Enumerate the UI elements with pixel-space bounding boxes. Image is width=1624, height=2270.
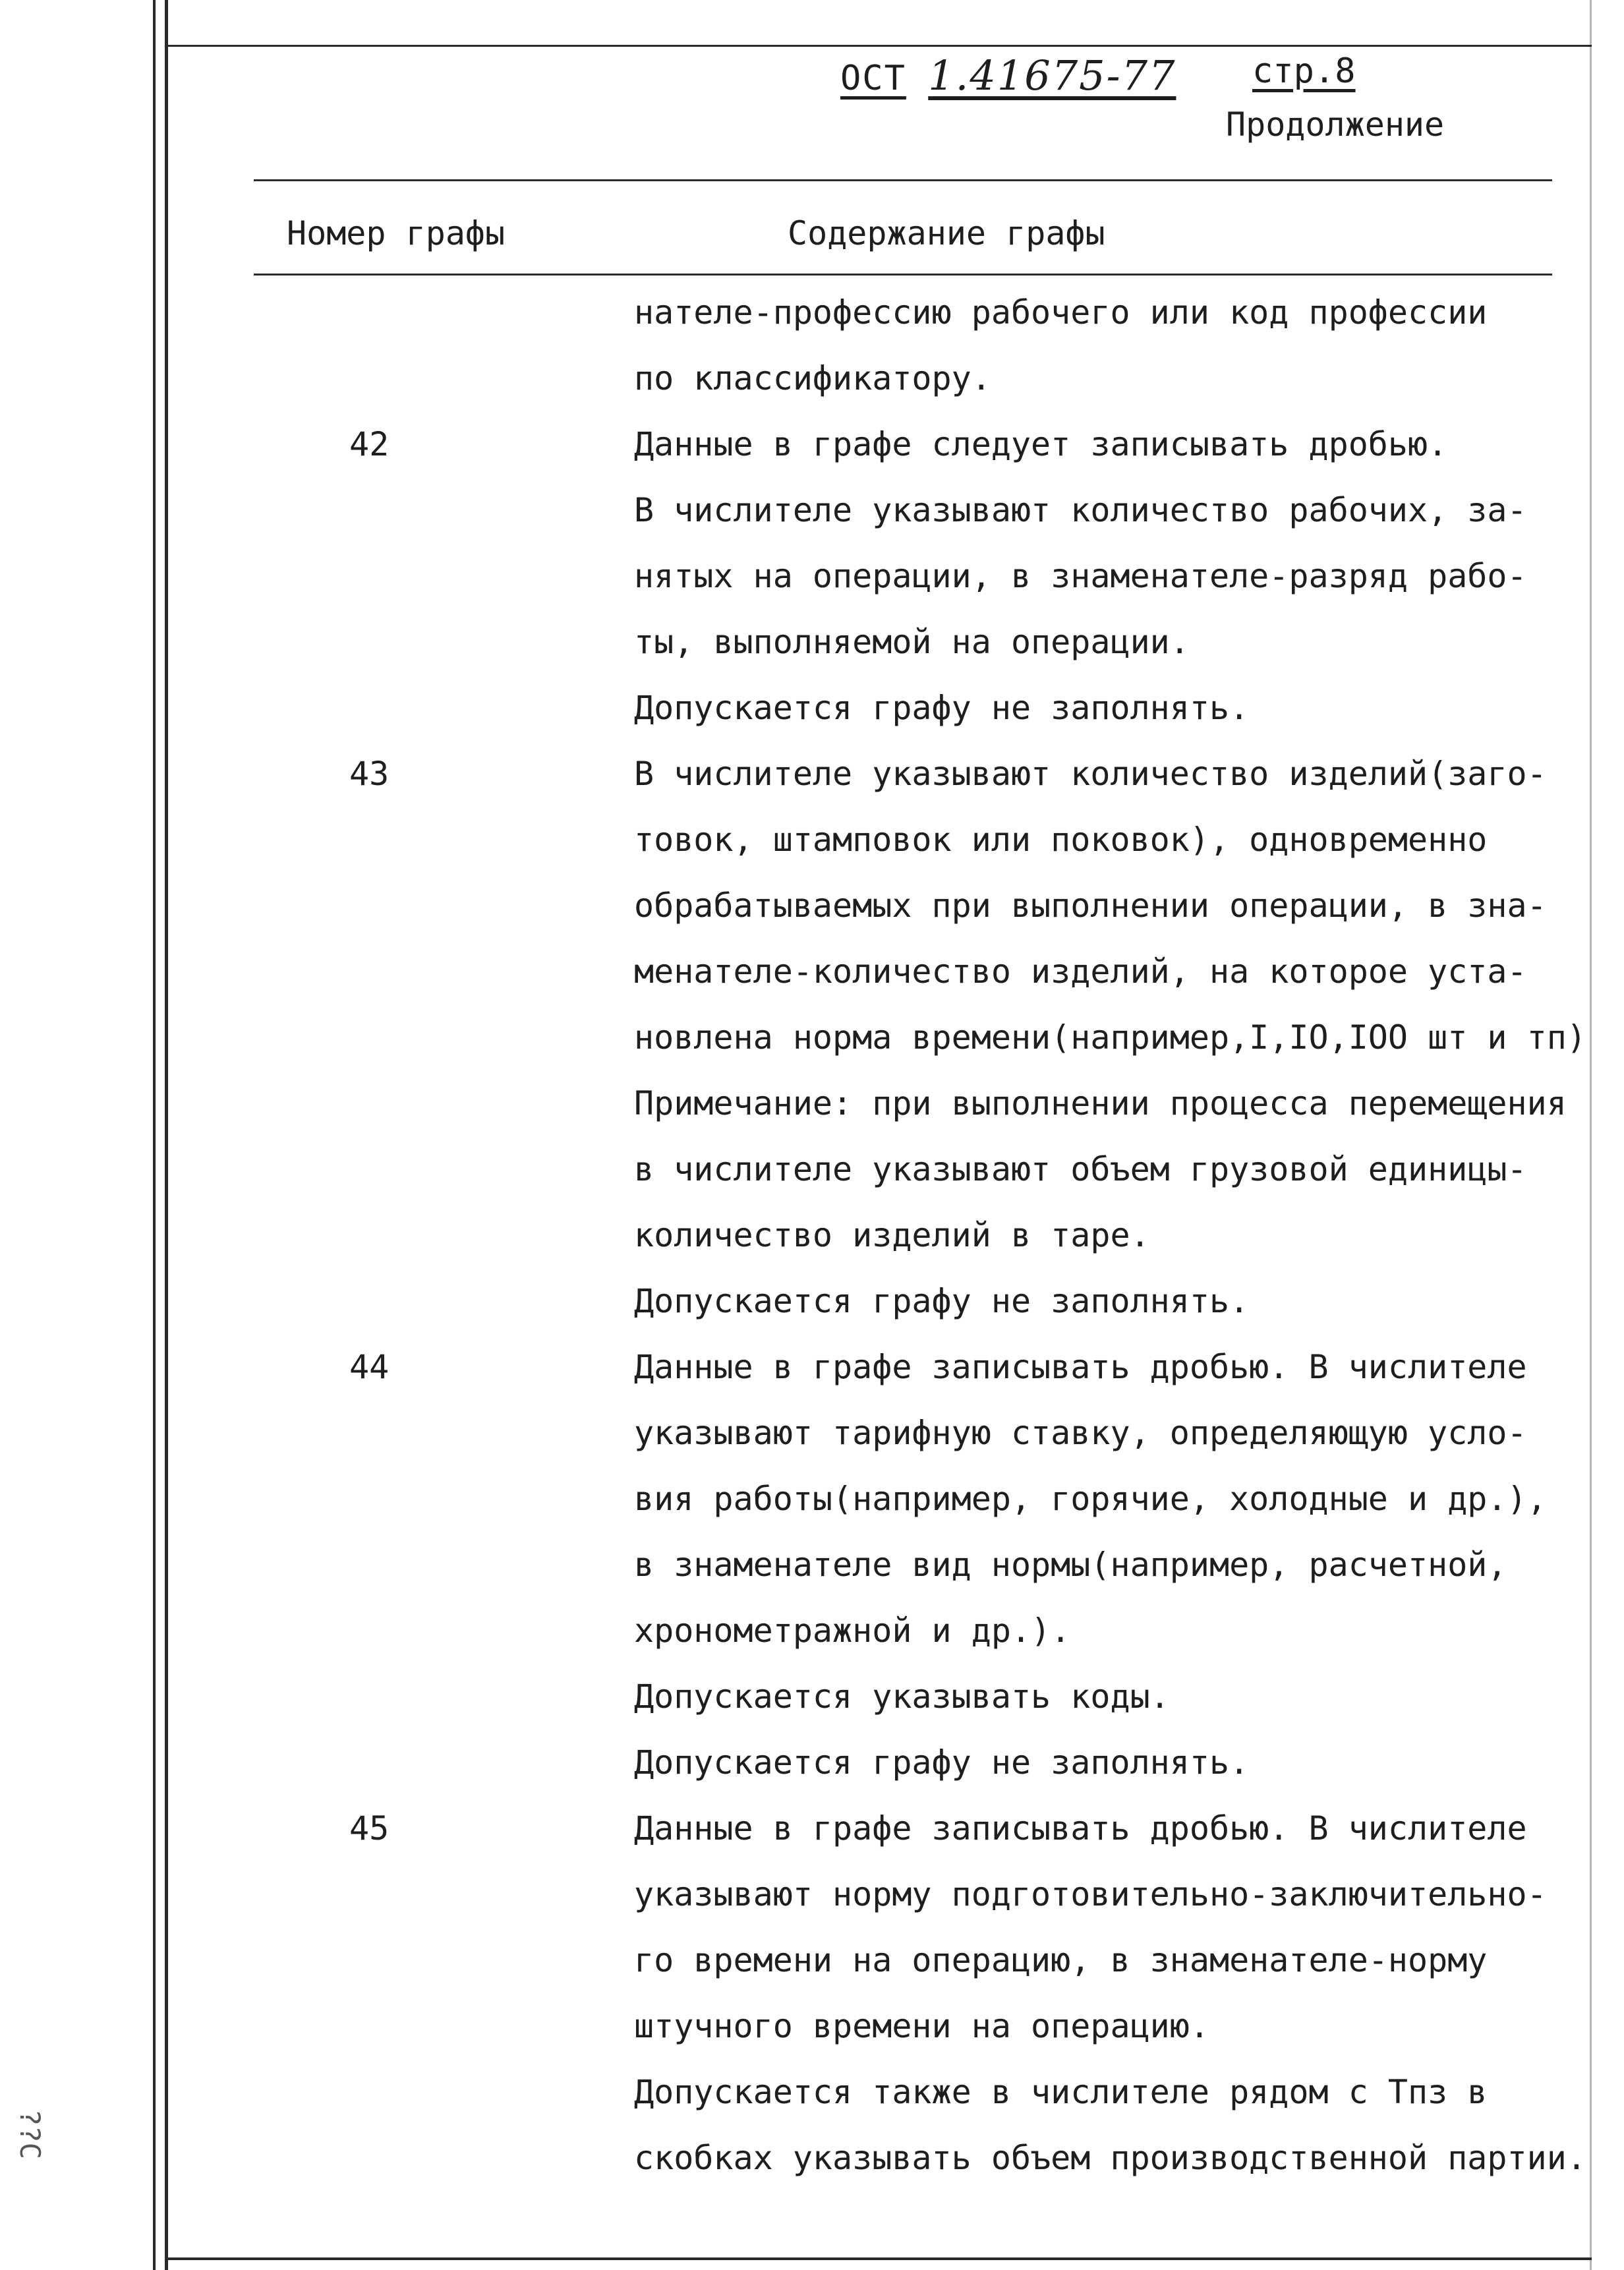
content-line: хронометражной и др.). bbox=[634, 1612, 1071, 1650]
column-header-number: Номер графы bbox=[287, 214, 506, 252]
content-line: новлена норма времени(например,I,IO,IOO шт и тп) bbox=[634, 1018, 1586, 1057]
page-label: стр.8 bbox=[1252, 51, 1356, 91]
table-head-rule bbox=[254, 274, 1552, 276]
content-line: го времени на операцию, в знаменателе-норму bbox=[634, 1941, 1488, 1979]
content-line: нятых на операции, в знаменателе-разряд рабо- bbox=[634, 557, 1527, 595]
column-header-content: Содержание графы bbox=[788, 214, 1105, 252]
content-line: вия работы(например, горячие, холодные и др.), bbox=[634, 1480, 1547, 1518]
content-line: указывают норму подготовительно-заключительно- bbox=[634, 1875, 1547, 1913]
content-line: Данные в графе следует записывать дробью. bbox=[634, 425, 1448, 463]
content-line: Примечание: при выполнении процесса перемещения bbox=[634, 1084, 1567, 1122]
content-line: скобках указывать объем производственной партии. bbox=[634, 2139, 1586, 2177]
standard-prefix: ОСТ bbox=[840, 59, 906, 98]
content-line: указывают тарифную ставку, определяющую усло- bbox=[634, 1414, 1527, 1452]
binding-line-inner bbox=[165, 0, 168, 2270]
content-line: по классификатору. bbox=[634, 359, 991, 397]
content-line: штучного времени на операцию. bbox=[634, 2007, 1209, 2045]
frame-bottom-line bbox=[165, 2257, 1592, 2260]
standard-number: 1.41675-77 bbox=[928, 51, 1176, 100]
margin-note: ??С bbox=[14, 2109, 46, 2159]
content-line: Допускается графу не заполнять. bbox=[634, 1282, 1250, 1320]
row-number: 45 bbox=[349, 1809, 390, 1848]
row-number: 43 bbox=[349, 755, 390, 793]
binding-line-outer bbox=[153, 0, 156, 2270]
content-line: Допускается графу не заполнять. bbox=[634, 689, 1250, 727]
content-line: количество изделий в таре. bbox=[634, 1216, 1150, 1254]
content-line: Данные в графе записывать дробью. В числителе bbox=[634, 1348, 1527, 1386]
frame-top-line bbox=[165, 45, 1592, 47]
row-number: 42 bbox=[349, 425, 390, 463]
content-line: в знаменателе вид нормы(например, расчетной, bbox=[634, 1546, 1507, 1584]
frame-right-line bbox=[1590, 0, 1592, 2270]
content-line: В числителе указывают количество изделий(заго- bbox=[634, 755, 1547, 793]
row-number: 44 bbox=[349, 1348, 390, 1386]
content-line: Допускается указывать коды. bbox=[634, 1677, 1170, 1716]
content-line: менателе-количество изделий, на которое уста- bbox=[634, 952, 1527, 991]
continuation-label: Продолжение bbox=[1226, 105, 1445, 144]
content-line: Данные в графе записывать дробью. В числителе bbox=[634, 1809, 1527, 1848]
content-line: В числителе указывают количество рабочих, за- bbox=[634, 491, 1527, 529]
content-line: обрабатываемых при выполнении операции, в зна- bbox=[634, 887, 1547, 925]
content-line: нателе-профессию рабочего или код профессии bbox=[634, 293, 1488, 332]
content-line: товок, штамповок или поковок), одновременно bbox=[634, 821, 1488, 859]
content-line: в числителе указывают объем грузовой единицы- bbox=[634, 1150, 1527, 1188]
table-top-rule bbox=[254, 179, 1552, 181]
content-line: ты, выполняемой на операции. bbox=[634, 623, 1190, 661]
content-line: Допускается также в числителе рядом с Тпз в bbox=[634, 2073, 1488, 2111]
standard-code bbox=[840, 51, 1176, 100]
content-line: Допускается графу не заполнять. bbox=[634, 1743, 1250, 1782]
